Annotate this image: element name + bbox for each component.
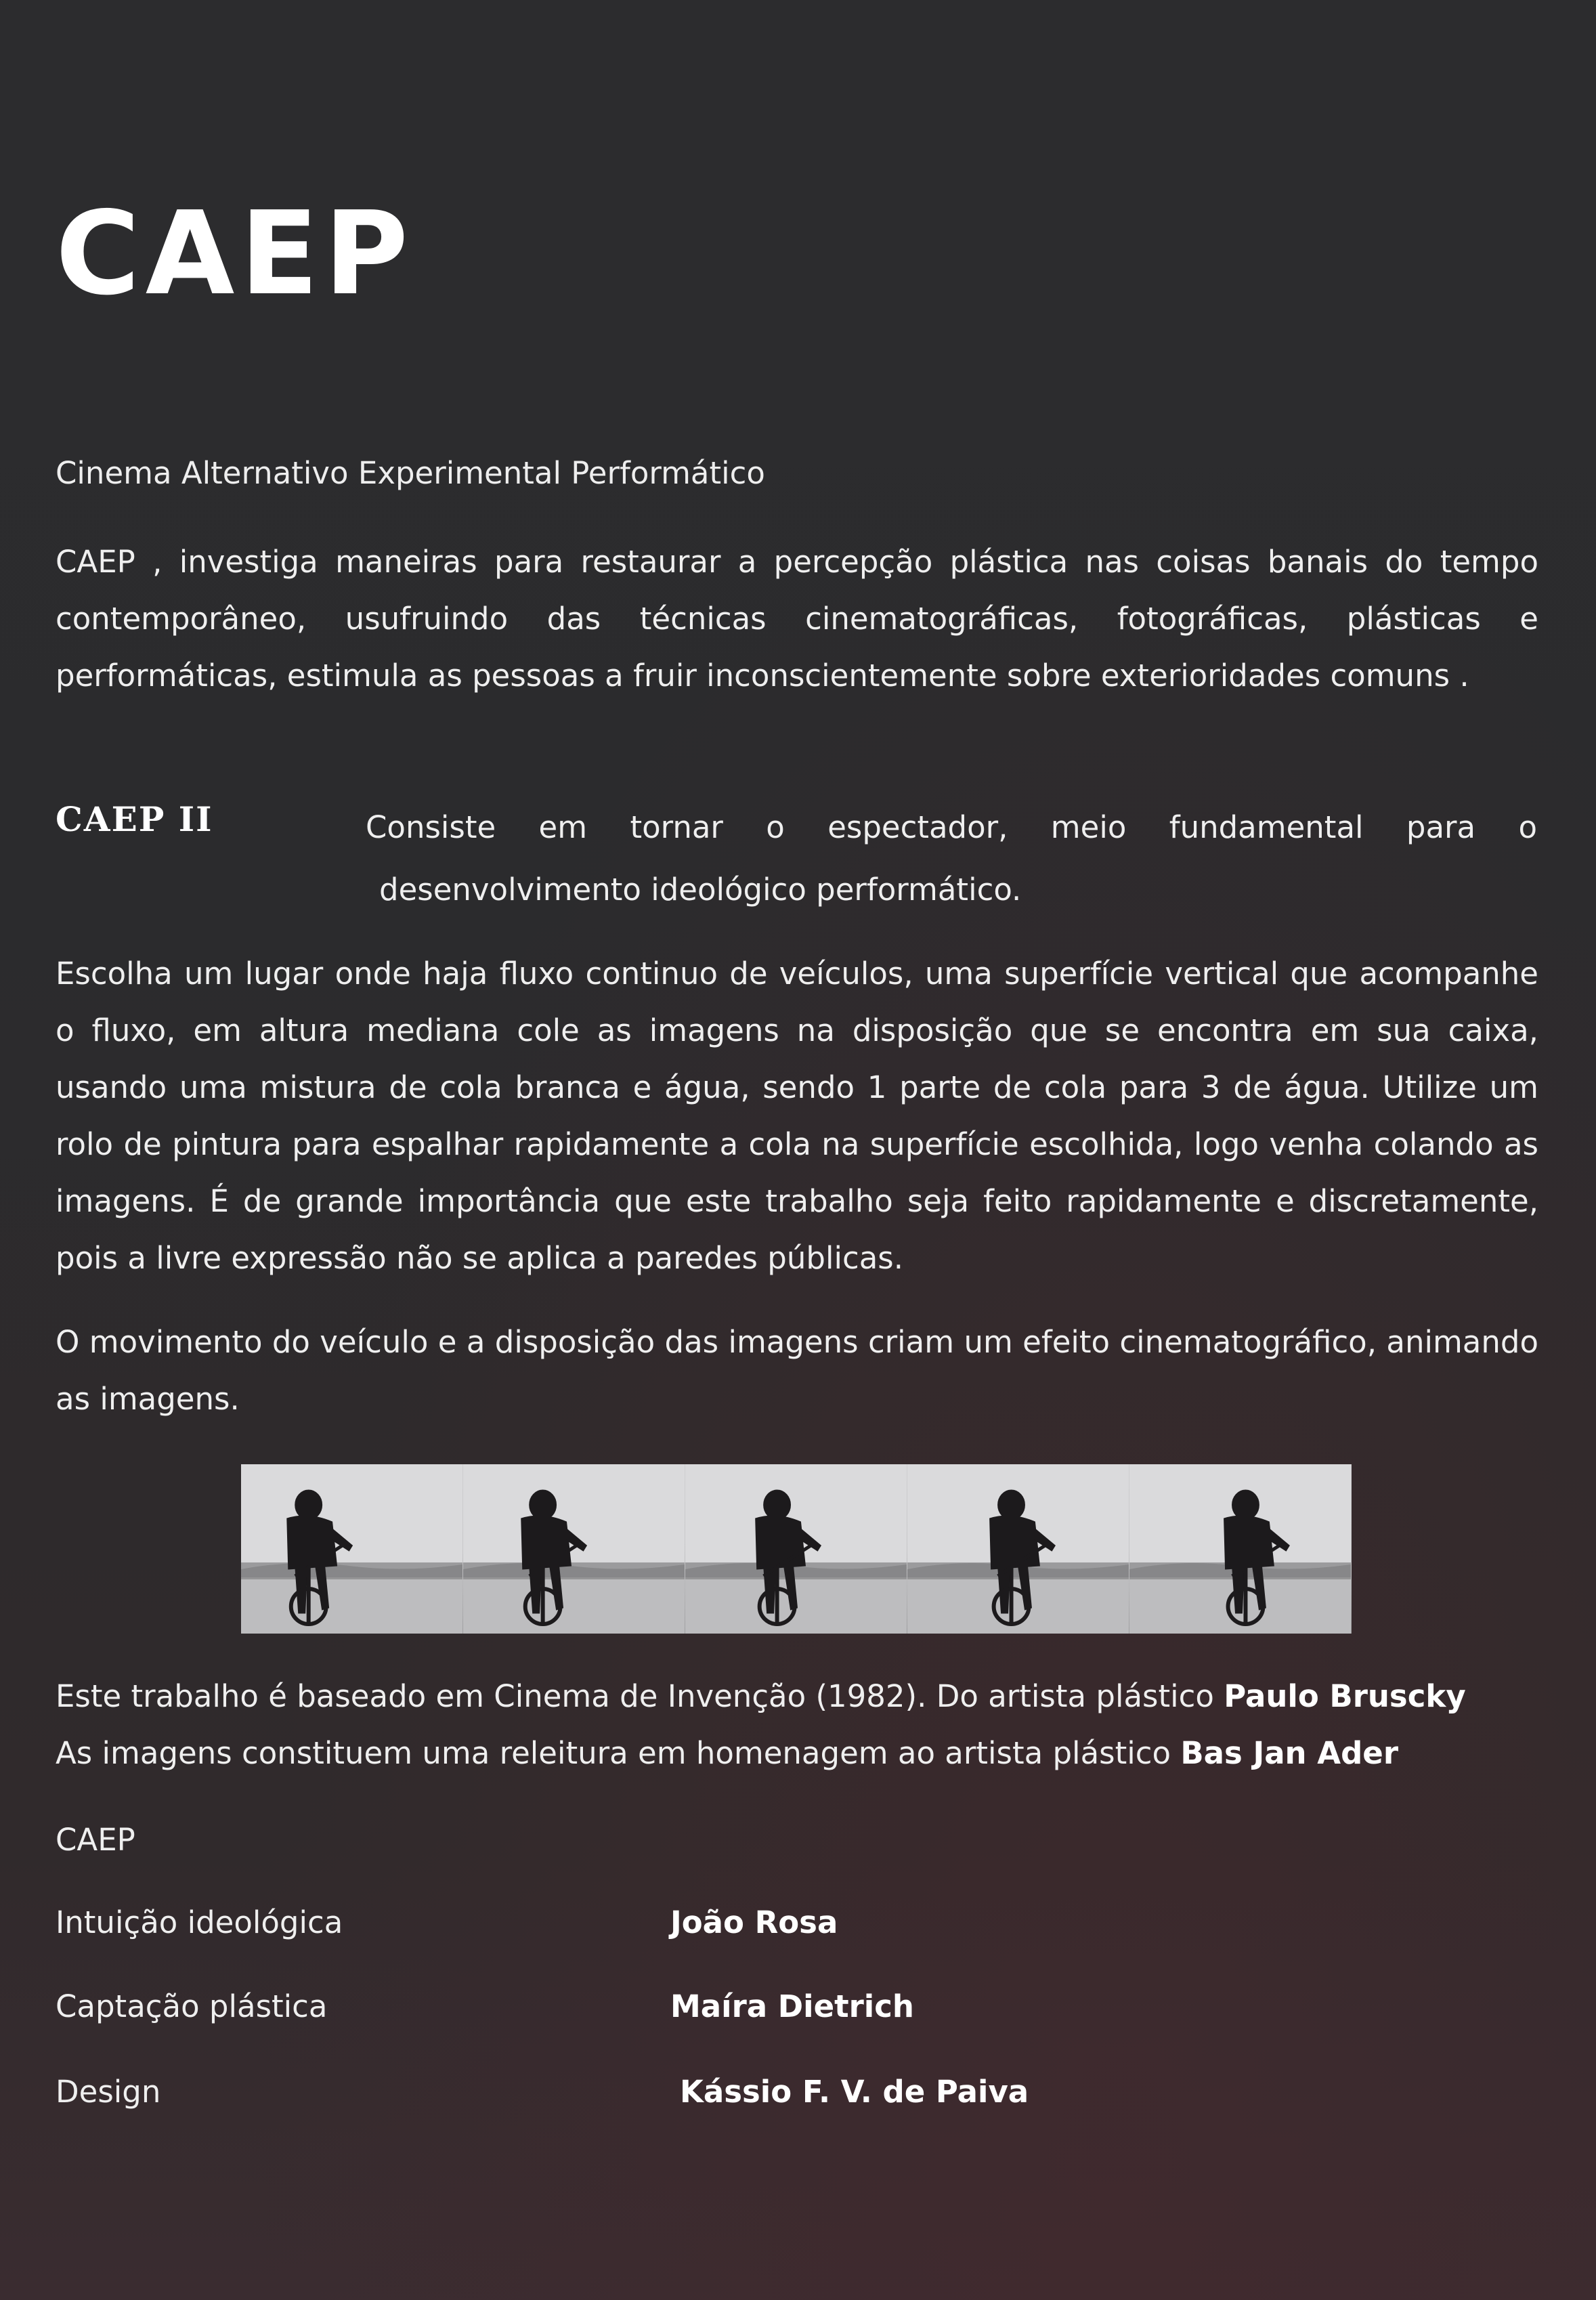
film-frame-4 — [907, 1464, 1129, 1634]
caep2-text-line1: Consiste em tornar o espectador, meio fundamental para o — [366, 809, 1537, 845]
credit-artist-2: Bas Jan Ader — [1180, 1735, 1399, 1771]
crew-name-3: Kássio F. V. de Paiva — [680, 2074, 1029, 2110]
crew-name-2: Maíra Dietrich — [670, 1988, 914, 2024]
effect-paragraph: O movimento do veículo e a disposição das imagens criam um efeito cinematográfico, animando as imagens. — [56, 1324, 1538, 1417]
credit-line-2-text: As imagens constituem uma releitura em homenagem ao artista plástico — [56, 1735, 1171, 1771]
film-frame-2 — [463, 1464, 685, 1634]
credit-artist-1: Paulo Bruscky — [1224, 1678, 1466, 1714]
caep2-text-line2: desenvolvimento ideológico performático. — [379, 872, 1022, 908]
intro-paragraph: CAEP , investiga maneiras para restaurar a percepção plástica nas coisas banais do tempo contemporâneo, usufruindo das técnicas cinematográficas, fotográficas, plásticas e performáticas, estimula as pessoas a fruir inconscientemente sobre exterioridades comuns . — [56, 544, 1538, 694]
caep2-heading: CAEP II — [56, 799, 213, 839]
crew-group-label: CAEP — [56, 1822, 135, 1858]
instructions-paragraph: Escolha um lugar onde haja fluxo continuo de veículos, uma superfície vertical que acompanhe o fluxo, em altura mediana cole as imagens na disposição que se encontra em sua caixa, usando uma mistura de cola branca e água, sendo 1 parte de cola para 3 de água. Utilize um rolo de pintura para espalhar rapidamente a cola na superfície escolhida, logo venha colando as imagens. É de grande importância que este trabalho seja feito rapidamente e discretamente, pois a livre expressão não se aplica a paredes públicas. — [56, 956, 1538, 1276]
film-strip-image — [241, 1464, 1352, 1634]
film-frame-3 — [685, 1464, 907, 1634]
crew-role-3: Design — [56, 2074, 161, 2110]
credit-line-1-text: Este trabalho é baseado em Cinema de Invenção (1982). Do artista plástico — [56, 1678, 1214, 1714]
credit-line-2 — [56, 1735, 1398, 1771]
crew-role-1: Intuição ideológica — [56, 1904, 343, 1940]
crew-role-2: Captação plástica — [56, 1988, 328, 2024]
crew-name-1: João Rosa — [670, 1904, 838, 1940]
poster-subtitle: Cinema Alternativo Experimental Performático — [56, 455, 765, 491]
credit-line-1 — [56, 1678, 1466, 1714]
film-frame-1 — [241, 1464, 463, 1634]
poster-title: CAEP — [56, 187, 414, 321]
film-frame-5 — [1129, 1464, 1352, 1634]
